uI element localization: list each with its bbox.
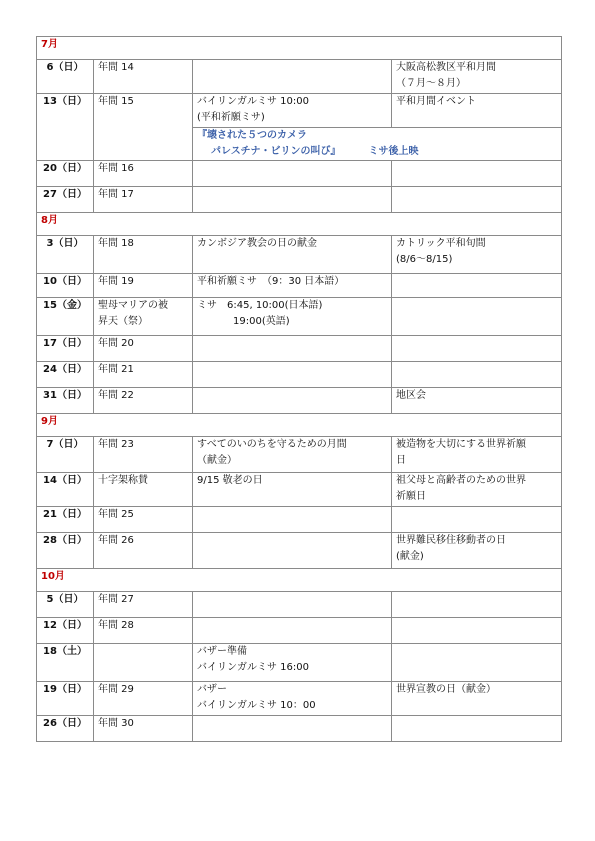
note-cell [392, 236, 562, 274]
date-cell: 10（日） [37, 274, 94, 298]
liturgy-line: 昇天（祭） [98, 316, 148, 327]
liturgy-cell: 年間 27 [94, 592, 193, 618]
note-line: カトリック平和旬間 [396, 238, 486, 249]
liturgy-cell: 年間 21 [94, 362, 193, 388]
event-line: バザー [197, 684, 227, 695]
date-cell: 21（日） [37, 507, 94, 533]
liturgy-line: 聖母マリアの被 [98, 300, 168, 311]
date-cell: 24（日） [37, 362, 94, 388]
event-cell: 平和祈願ミサ （9：30 日本語） [193, 274, 392, 298]
table-row [37, 161, 562, 187]
table-row [37, 94, 562, 128]
liturgy-cell: 年間 17 [94, 187, 193, 213]
event-cell [193, 644, 392, 682]
date-cell: 15（金） [37, 298, 94, 336]
table-row [37, 682, 562, 716]
schedule-table [36, 36, 562, 742]
note-cell [392, 298, 562, 336]
event-cell [193, 187, 392, 213]
month-heading: 10月 [37, 569, 562, 592]
film-title-line [197, 144, 557, 160]
liturgy-cell: 年間 25 [94, 507, 193, 533]
note-cell [392, 716, 562, 742]
event-cell [193, 161, 392, 187]
table-row [37, 60, 562, 94]
date-cell: 13（日） [37, 94, 94, 161]
table-row [37, 298, 562, 336]
note-cell [392, 618, 562, 644]
event-cell: 9/15 敬老の日 [193, 473, 392, 507]
table-row [37, 187, 562, 213]
event-line: バイリンガルミサ 16:00 [197, 662, 309, 673]
date-cell: 28（日） [37, 533, 94, 569]
event-cell: カンボジア教会の日の献金 [193, 236, 392, 274]
date-cell: 31（日） [37, 388, 94, 414]
liturgy-cell: 年間 15 [94, 94, 193, 161]
liturgy-cell: 年間 20 [94, 336, 193, 362]
table-row [37, 592, 562, 618]
event-line: （献金） [197, 455, 237, 466]
note-line: (献金) [396, 551, 424, 562]
screening-time: ミサ後上映 [368, 146, 419, 157]
table-row [37, 388, 562, 414]
table-row [37, 362, 562, 388]
date-cell: 7（日） [37, 437, 94, 473]
note-cell [392, 161, 562, 187]
note-cell [392, 336, 562, 362]
month-heading: 9月 [37, 414, 562, 437]
month-heading: 7月 [37, 37, 562, 60]
date-cell: 3（日） [37, 236, 94, 274]
liturgy-cell: 年間 29 [94, 682, 193, 716]
table-row [37, 336, 562, 362]
event-line: 19:00(英語) [233, 316, 290, 327]
date-cell: 26（日） [37, 716, 94, 742]
liturgy-cell: 年間 23 [94, 437, 193, 473]
date-cell: 14（日） [37, 473, 94, 507]
liturgy-cell [94, 644, 193, 682]
event-cell [193, 507, 392, 533]
date-cell: 6（日） [37, 60, 94, 94]
date-cell: 18（土） [37, 644, 94, 682]
month-heading: 8月 [37, 213, 562, 236]
liturgy-cell: 年間 16 [94, 161, 193, 187]
film-subtitle: パレスチナ・ビリンの叫び』 [211, 146, 341, 157]
note-line: 世界難民移住移動者の日 [396, 535, 506, 546]
event-cell [193, 362, 392, 388]
liturgy-cell: 年間 18 [94, 236, 193, 274]
event-line: ミサ 6:45, 10:00(日本語) [197, 300, 323, 311]
liturgy-cell: 年間 30 [94, 716, 193, 742]
liturgy-cell [94, 298, 193, 336]
event-cell [193, 60, 392, 94]
event-cell [193, 682, 392, 716]
note-cell [392, 362, 562, 388]
event-line: バザー準備 [197, 646, 247, 657]
liturgy-cell: 十字架称賛 [94, 473, 193, 507]
date-cell: 17（日） [37, 336, 94, 362]
table-row [37, 618, 562, 644]
event-line: バイリンガルミサ 10:00 [197, 96, 309, 107]
note-cell [392, 592, 562, 618]
film-screening-note [193, 128, 562, 161]
date-cell: 19（日） [37, 682, 94, 716]
table-row [37, 236, 562, 274]
note-line: 祖父母と高齢者のための世界 [396, 475, 526, 486]
month-header-row [37, 37, 562, 60]
note-cell [392, 437, 562, 473]
note-line: 被造物を大切にする世界祈願 [396, 439, 526, 450]
note-line: （７月～８月） [396, 78, 466, 89]
liturgy-cell: 年間 28 [94, 618, 193, 644]
note-cell [392, 187, 562, 213]
note-cell: 地区会 [392, 388, 562, 414]
note-cell [392, 644, 562, 682]
note-cell [392, 533, 562, 569]
event-line: バイリンガルミサ 10：00 [197, 700, 316, 711]
month-header-row [37, 213, 562, 236]
table-row [37, 533, 562, 569]
date-cell: 12（日） [37, 618, 94, 644]
month-header-row [37, 414, 562, 437]
table-row [37, 437, 562, 473]
event-cell [193, 336, 392, 362]
table-row [37, 716, 562, 742]
event-cell [193, 388, 392, 414]
date-cell: 5（日） [37, 592, 94, 618]
event-cell [193, 437, 392, 473]
liturgy-cell: 年間 26 [94, 533, 193, 569]
note-line: (8/6～8/15) [396, 254, 453, 265]
liturgy-cell: 年間 22 [94, 388, 193, 414]
event-cell [193, 533, 392, 569]
event-cell [193, 94, 392, 128]
table-row [37, 644, 562, 682]
liturgy-cell: 年間 14 [94, 60, 193, 94]
month-header-row [37, 569, 562, 592]
note-line: 祈願日 [396, 491, 426, 502]
event-line: すべてのいのちを守るための月間 [197, 439, 347, 450]
event-cell [193, 592, 392, 618]
date-cell: 27（日） [37, 187, 94, 213]
table-row [37, 507, 562, 533]
table-row [37, 473, 562, 507]
note-line: 大阪高松教区平和月間 [396, 62, 496, 73]
table-row [37, 274, 562, 298]
note-line: 日 [396, 455, 406, 466]
event-line: (平和祈願ミサ) [197, 112, 265, 123]
film-title-line: 『壊された５つのカメラ [197, 130, 307, 141]
note-cell [392, 60, 562, 94]
note-cell [392, 274, 562, 298]
note-cell: 平和月間イベント [392, 94, 562, 128]
liturgy-cell: 年間 19 [94, 274, 193, 298]
note-cell [392, 507, 562, 533]
event-cell [193, 716, 392, 742]
date-cell: 20（日） [37, 161, 94, 187]
note-cell [392, 473, 562, 507]
event-cell [193, 618, 392, 644]
event-cell [193, 298, 392, 336]
note-cell: 世界宣教の日（献金） [392, 682, 562, 716]
